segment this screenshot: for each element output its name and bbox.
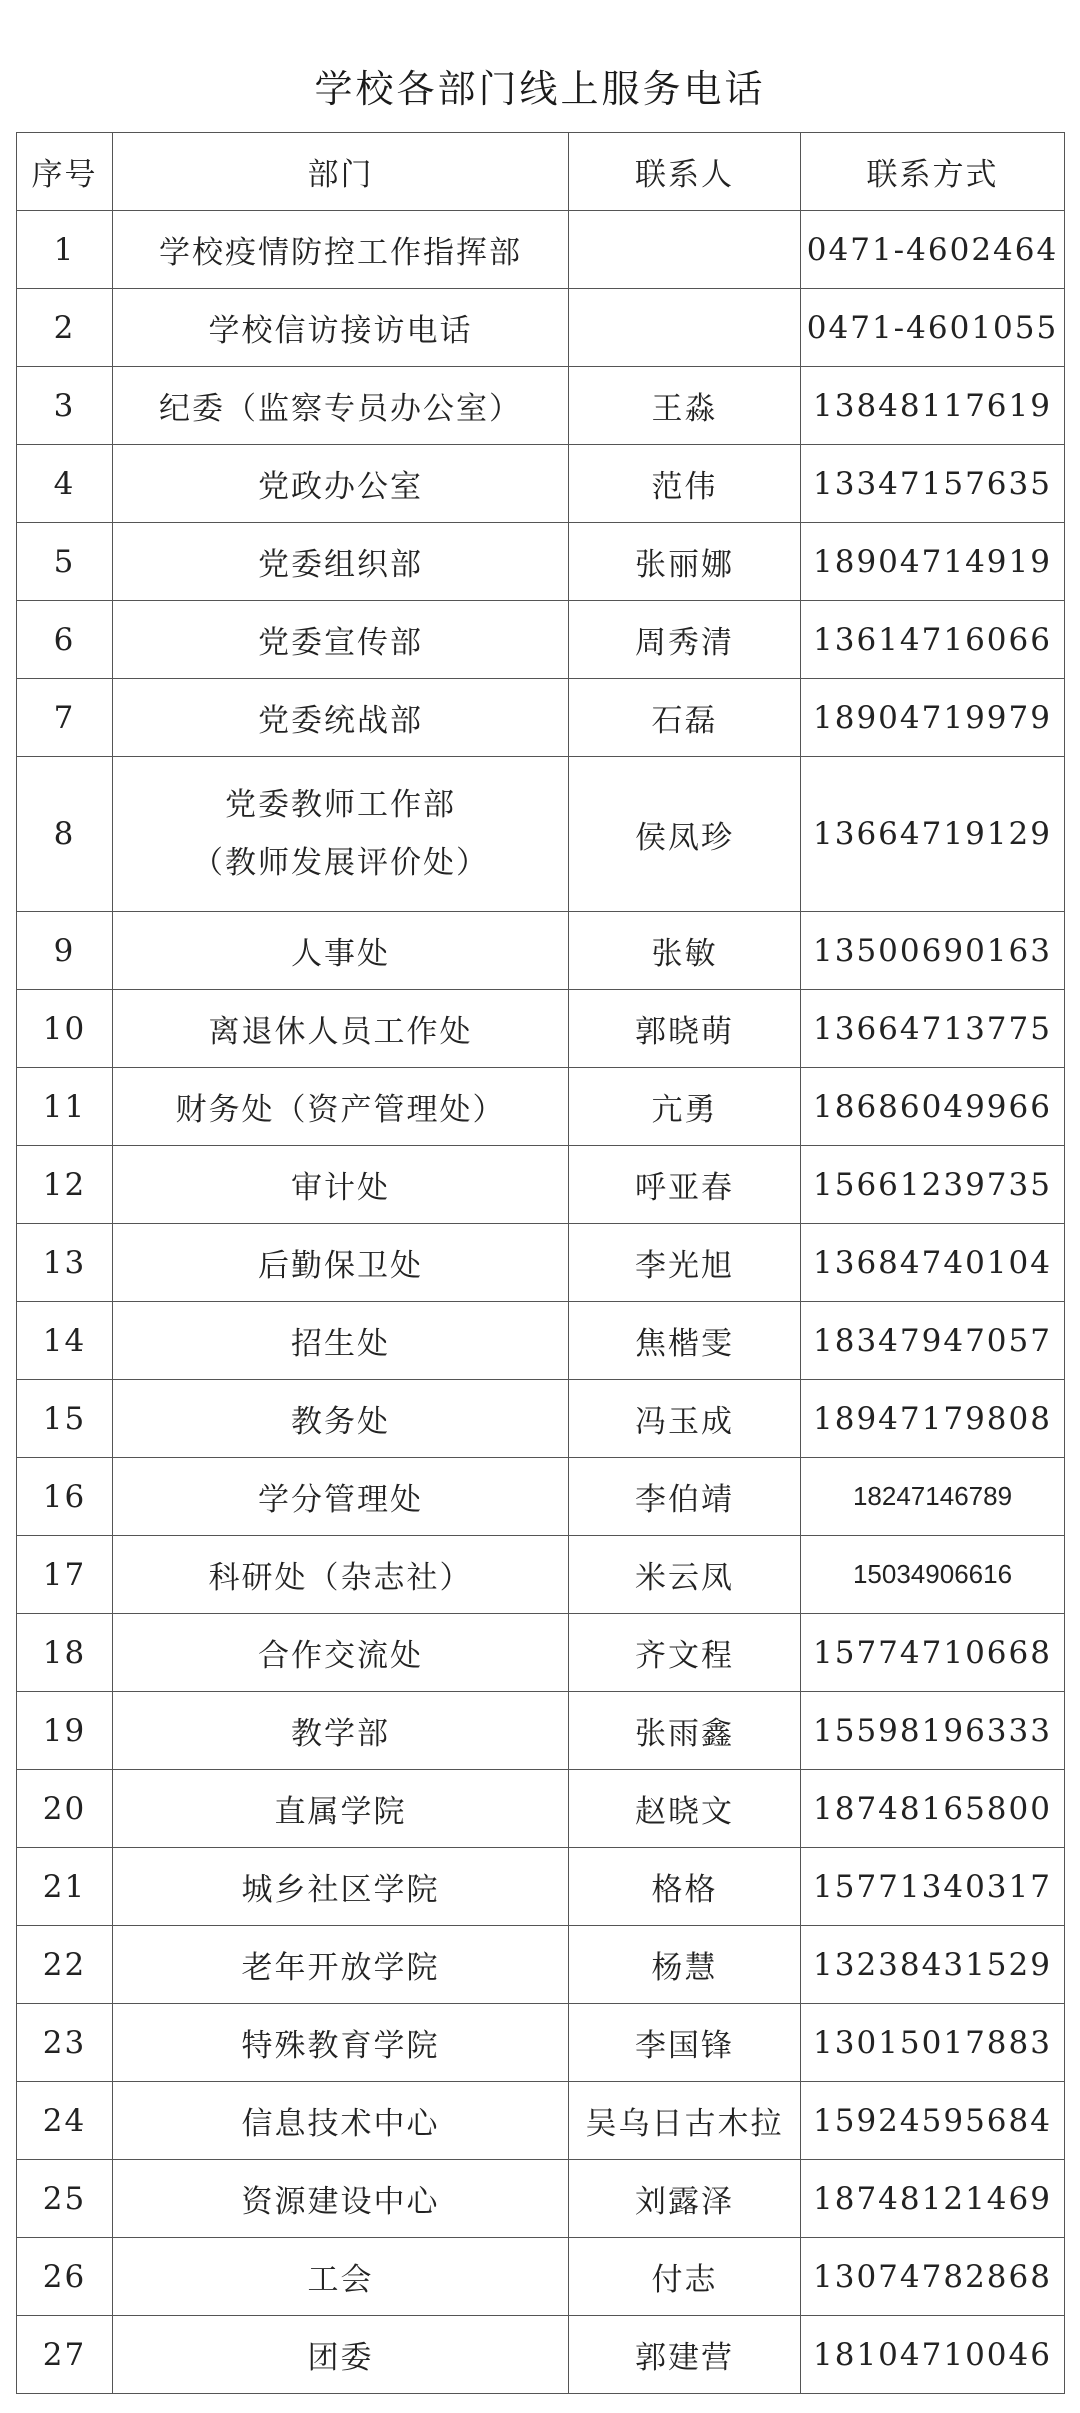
row-dept: 学分管理处 bbox=[113, 1458, 569, 1536]
row-dept: 信息技术中心 bbox=[113, 2082, 569, 2160]
row-phone[interactable]: 0471-4602464 bbox=[801, 211, 1065, 289]
row-phone[interactable]: 18904719979 bbox=[801, 679, 1065, 757]
row-no: 4 bbox=[17, 445, 113, 523]
table-row bbox=[17, 2082, 1065, 2160]
table-row bbox=[17, 990, 1065, 1068]
row-no: 24 bbox=[17, 2082, 113, 2160]
table-row bbox=[17, 2160, 1065, 2238]
row-contact: 呼亚春 bbox=[569, 1146, 801, 1224]
row-contact: 格格 bbox=[569, 1848, 801, 1926]
row-contact: 亢勇 bbox=[569, 1068, 801, 1146]
row-dept: 后勤保卫处 bbox=[113, 1224, 569, 1302]
row-phone[interactable]: 18947179808 bbox=[801, 1380, 1065, 1458]
table-row bbox=[17, 1536, 1065, 1614]
row-dept-line-2: （教师发展评价处） bbox=[192, 845, 489, 881]
table-row bbox=[17, 2238, 1065, 2316]
row-contact: 米云凤 bbox=[569, 1536, 801, 1614]
row-dept: 财务处（资产管理处） bbox=[113, 1068, 569, 1146]
row-contact: 李伯靖 bbox=[569, 1458, 801, 1536]
table-row bbox=[17, 601, 1065, 679]
row-dept: 教学部 bbox=[113, 1692, 569, 1770]
row-dept: 工会 bbox=[113, 2238, 569, 2316]
row-dept: 合作交流处 bbox=[113, 1614, 569, 1692]
row-contact: 王淼 bbox=[569, 367, 801, 445]
row-phone[interactable]: 15771340317 bbox=[801, 1848, 1065, 1926]
row-no: 22 bbox=[17, 1926, 113, 2004]
row-contact: 赵晓文 bbox=[569, 1770, 801, 1848]
row-no: 6 bbox=[17, 601, 113, 679]
row-contact: 张丽娜 bbox=[569, 523, 801, 601]
table-row bbox=[17, 1146, 1065, 1224]
row-phone[interactable]: 18347947057 bbox=[801, 1302, 1065, 1380]
row-phone[interactable]: 13848117619 bbox=[801, 367, 1065, 445]
row-no: 3 bbox=[17, 367, 113, 445]
table-row bbox=[17, 1068, 1065, 1146]
row-phone[interactable]: 15598196333 bbox=[801, 1692, 1065, 1770]
row-phone[interactable]: 13238431529 bbox=[801, 1926, 1065, 2004]
row-no: 15 bbox=[17, 1380, 113, 1458]
table-row bbox=[17, 1848, 1065, 1926]
row-contact bbox=[569, 289, 801, 367]
row-dept: 党政办公室 bbox=[113, 445, 569, 523]
row-no: 12 bbox=[17, 1146, 113, 1224]
row-no: 18 bbox=[17, 1614, 113, 1692]
row-no: 9 bbox=[17, 912, 113, 990]
table-header-row bbox=[17, 133, 1065, 211]
row-contact: 焦楷雯 bbox=[569, 1302, 801, 1380]
row-phone[interactable]: 0471-4601055 bbox=[801, 289, 1065, 367]
row-phone[interactable]: 13500690163 bbox=[801, 912, 1065, 990]
row-dept: 老年开放学院 bbox=[113, 1926, 569, 2004]
row-dept: 特殊教育学院 bbox=[113, 2004, 569, 2082]
row-contact bbox=[569, 211, 801, 289]
table-row bbox=[17, 289, 1065, 367]
row-phone[interactable]: 18686049966 bbox=[801, 1068, 1065, 1146]
row-dept: 资源建设中心 bbox=[113, 2160, 569, 2238]
row-phone[interactable]: 13074782868 bbox=[801, 2238, 1065, 2316]
row-phone[interactable]: 13015017883 bbox=[801, 2004, 1065, 2082]
table-row bbox=[17, 757, 1065, 912]
row-no: 1 bbox=[17, 211, 113, 289]
row-no: 17 bbox=[17, 1536, 113, 1614]
header-no: 序号 bbox=[17, 133, 113, 211]
row-contact: 杨慧 bbox=[569, 1926, 801, 2004]
table-row bbox=[17, 445, 1065, 523]
row-dept: 党委统战部 bbox=[113, 679, 569, 757]
row-contact: 郭建营 bbox=[569, 2316, 801, 2394]
row-phone[interactable]: 15924595684 bbox=[801, 2082, 1065, 2160]
row-no: 26 bbox=[17, 2238, 113, 2316]
row-contact: 付志 bbox=[569, 2238, 801, 2316]
row-phone[interactable]: 18748121469 bbox=[801, 2160, 1065, 2238]
row-no: 20 bbox=[17, 1770, 113, 1848]
table-row bbox=[17, 2004, 1065, 2082]
table-row bbox=[17, 211, 1065, 289]
row-dept: 城乡社区学院 bbox=[113, 1848, 569, 1926]
row-dept: 党委宣传部 bbox=[113, 601, 569, 679]
row-no: 27 bbox=[17, 2316, 113, 2394]
row-contact: 郭晓萌 bbox=[569, 990, 801, 1068]
row-contact: 冯玉成 bbox=[569, 1380, 801, 1458]
header-phone: 联系方式 bbox=[801, 133, 1065, 211]
row-contact: 侯凤珍 bbox=[569, 757, 801, 912]
row-contact: 吴乌日古木拉 bbox=[569, 2082, 801, 2160]
row-dept: 人事处 bbox=[113, 912, 569, 990]
row-dept: 招生处 bbox=[113, 1302, 569, 1380]
table-row bbox=[17, 1692, 1065, 1770]
row-contact: 周秀清 bbox=[569, 601, 801, 679]
row-dept: 团委 bbox=[113, 2316, 569, 2394]
row-contact: 张雨鑫 bbox=[569, 1692, 801, 1770]
row-no: 19 bbox=[17, 1692, 113, 1770]
row-dept: 纪委（监察专员办公室） bbox=[113, 367, 569, 445]
row-no: 7 bbox=[17, 679, 113, 757]
row-phone[interactable]: 13614716066 bbox=[801, 601, 1065, 679]
table-row bbox=[17, 1770, 1065, 1848]
row-dept: 离退休人员工作处 bbox=[113, 990, 569, 1068]
table-row bbox=[17, 1380, 1065, 1458]
row-dept: 党委组织部 bbox=[113, 523, 569, 601]
row-contact: 范伟 bbox=[569, 445, 801, 523]
row-phone[interactable]: 18247146789 bbox=[801, 1458, 1065, 1536]
table-row bbox=[17, 367, 1065, 445]
row-contact: 石磊 bbox=[569, 679, 801, 757]
row-no: 11 bbox=[17, 1068, 113, 1146]
row-no: 5 bbox=[17, 523, 113, 601]
row-no: 23 bbox=[17, 2004, 113, 2082]
header-dept: 部门 bbox=[113, 133, 569, 211]
row-dept: 审计处 bbox=[113, 1146, 569, 1224]
row-no: 25 bbox=[17, 2160, 113, 2238]
row-contact: 李国锋 bbox=[569, 2004, 801, 2082]
table-row bbox=[17, 912, 1065, 990]
row-phone[interactable]: 13664713775 bbox=[801, 990, 1065, 1068]
row-phone[interactable]: 18904714919 bbox=[801, 523, 1065, 601]
row-contact: 刘露泽 bbox=[569, 2160, 801, 2238]
row-phone[interactable]: 13664719129 bbox=[801, 757, 1065, 912]
row-phone[interactable]: 15774710668 bbox=[801, 1614, 1065, 1692]
row-phone[interactable]: 13347157635 bbox=[801, 445, 1065, 523]
table-row bbox=[17, 2316, 1065, 2394]
row-dept: 教务处 bbox=[113, 1380, 569, 1458]
row-no: 14 bbox=[17, 1302, 113, 1380]
row-dept: 科研处（杂志社） bbox=[113, 1536, 569, 1614]
row-no: 21 bbox=[17, 1848, 113, 1926]
table-row bbox=[17, 1302, 1065, 1380]
page-title: 学校各部门线上服务电话 bbox=[314, 67, 766, 111]
row-dept-line-1: 党委教师工作部 bbox=[225, 787, 456, 823]
row-dept: 直属学院 bbox=[113, 1770, 569, 1848]
row-no: 2 bbox=[17, 289, 113, 367]
table-row bbox=[17, 1614, 1065, 1692]
department-phone-table bbox=[16, 132, 1065, 2394]
row-no: 8 bbox=[17, 757, 113, 912]
table-row bbox=[17, 1224, 1065, 1302]
row-dept bbox=[113, 757, 569, 912]
table-row bbox=[17, 1926, 1065, 2004]
table-row bbox=[17, 523, 1065, 601]
row-contact: 张敏 bbox=[569, 912, 801, 990]
row-dept: 学校信访接访电话 bbox=[113, 289, 569, 367]
row-phone[interactable]: 18104710046 bbox=[801, 2316, 1065, 2394]
table-row bbox=[17, 679, 1065, 757]
row-contact: 齐文程 bbox=[569, 1614, 801, 1692]
row-phone[interactable]: 13684740104 bbox=[801, 1224, 1065, 1302]
row-phone[interactable]: 15034906616 bbox=[801, 1536, 1065, 1614]
header-contact: 联系人 bbox=[569, 133, 801, 211]
table-row bbox=[17, 1458, 1065, 1536]
row-phone[interactable]: 15661239735 bbox=[801, 1146, 1065, 1224]
row-dept: 学校疫情防控工作指挥部 bbox=[113, 211, 569, 289]
row-no: 13 bbox=[17, 1224, 113, 1302]
row-no: 16 bbox=[17, 1458, 113, 1536]
row-contact: 李光旭 bbox=[569, 1224, 801, 1302]
row-phone[interactable]: 18748165800 bbox=[801, 1770, 1065, 1848]
row-no: 10 bbox=[17, 990, 113, 1068]
